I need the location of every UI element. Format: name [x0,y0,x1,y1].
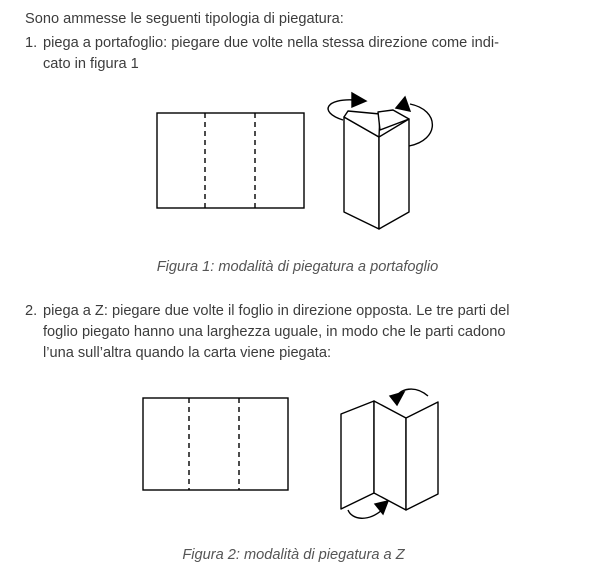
z-folded-sheet-diagram [341,401,438,510]
list-item-text-line: foglio piegato hanno una larghezza uguale, in modo che le parti cadono [43,324,506,340]
figure-2-caption: Figura 2: modalità di piegatura a Z [182,547,405,563]
list-number: 1. [25,35,38,51]
list-item-text-line: l’una sull’altra quando la carta viene piegata: [43,345,332,361]
flat-sheet-diagram [143,398,288,490]
list-item-text-line: cato in figura 1 [43,56,139,72]
list-item-text-line: piega a Z: piegare due volte il foglio in direzione opposta. Le tre parti del [43,303,510,319]
list-item-text-line: piega a portafoglio: piegare due volte nella stessa direzione come indi- [43,35,499,51]
intro-text: Sono ammesse le seguenti tipologia di piegatura: [25,11,344,27]
list-number: 2. [25,303,38,319]
figure-1-caption: Figura 1: modalità di piegatura a portafoglio [156,259,439,275]
